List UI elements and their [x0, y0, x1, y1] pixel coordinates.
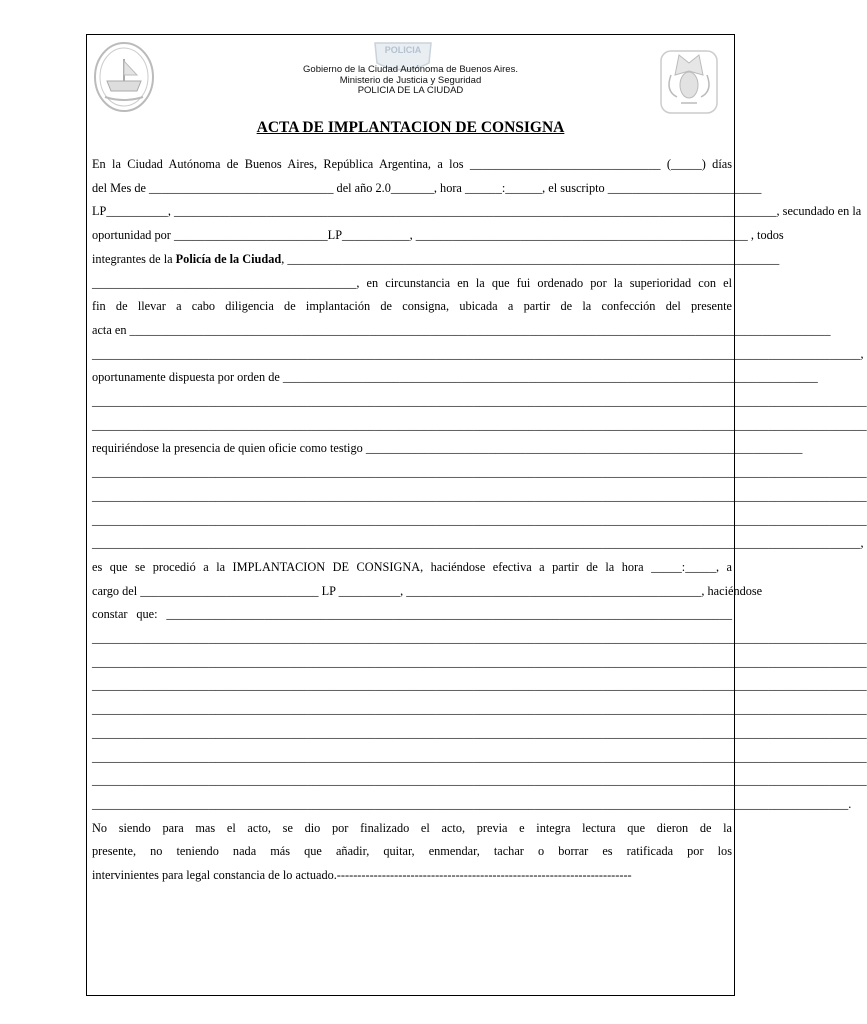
text-line: ___________________________________________________________________________________________________________________________. — [92, 796, 852, 811]
text-line: _____________________________________________________________________________________________________________________________, — [92, 536, 864, 551]
text-line: En la Ciudad Autónoma de Buenos Aires, República Argentina, a los _______________________________ (_____) días — [92, 157, 732, 171]
svg-text:POLICIA: POLICIA — [384, 45, 422, 55]
text-line: ______________________________________________________________________________________________________________________________ — [92, 631, 867, 646]
text-line: No siendo para mas el acto, se dio por finalizado el acto, previa e integra lectura que dieron de la — [92, 820, 732, 835]
text-line: constar que: ____________________________________________________________________________________________ — [92, 607, 732, 622]
text-line: ______________________________________________________________________________________________________________________________ — [92, 465, 867, 480]
text-line: ______________________________________________________________________________________________________________________________ — [92, 654, 867, 669]
text-line: del Mes de ______________________________ del año 2.0_______, hora ______:______, el suscripto _________________________ — [92, 180, 762, 195]
text-line: cargo del _____________________________ LP __________, ________________________________________________, haciéndose — [92, 583, 763, 598]
text-line: ______________________________________________________________________________________________________________________________ — [92, 725, 867, 740]
text-line: _____________________________________________________________________________________________________________________________, — [92, 346, 864, 361]
text-line: presente, no teniendo nada más que añadir, quitar, enmendar, tachar o borrar es ratificada por los — [92, 844, 732, 859]
document-page — [86, 34, 867, 996]
text-line: intervinientes para legal constancia de lo actuado.------------------------------------------------------------------------ — [92, 868, 632, 883]
text-line: ___________________________________________, en circunstancia en la que fui ordenado por la superioridad con el — [92, 275, 732, 290]
header-government: Gobierno de la Ciudad Autónoma de Buenos Aires. — [303, 64, 518, 75]
document-header — [87, 65, 734, 97]
text-line: acta en __________________________________________________________________________________________________________________ — [92, 322, 831, 337]
text-line: ______________________________________________________________________________________________________________________________ — [92, 512, 867, 527]
text-line: ______________________________________________________________________________________________________________________________ — [92, 773, 867, 788]
document-body — [92, 153, 867, 888]
document-title: ACTA DE IMPLANTACION DE CONSIGNA — [256, 119, 565, 136]
text-line: ______________________________________________________________________________________________________________________________ — [92, 488, 867, 503]
text-line: fin de llevar a cabo diligencia de implantación de consigna, ubicada a partir de la confección del presente — [92, 299, 732, 314]
text-line: oportunidad por _________________________LP___________, ______________________________________________________ , todos — [92, 228, 784, 243]
text-line: ______________________________________________________________________________________________________________________________ — [92, 678, 867, 693]
text-line: requiriéndose la presencia de quien oficie como testigo _______________________________________________________________________ — [92, 441, 803, 456]
text-line: integrantes de la Policía de la Ciudad, ________________________________________________________________________________ — [92, 251, 780, 266]
text-line: ______________________________________________________________________________________________________________________________ — [92, 749, 867, 764]
text-line: ______________________________________________________________________________________________________________________________ — [92, 702, 867, 717]
text-line: LP__________, __________________________________________________________________________________________________, secundado en la — [92, 204, 862, 219]
text-line: ______________________________________________________________________________________________________________________________ — [92, 417, 867, 432]
text-line: oportunamente dispuesta por orden de _______________________________________________________________________________________ — [92, 370, 818, 385]
text-line: ______________________________________________________________________________________________________________________________ — [92, 394, 867, 409]
header-ministry: Ministerio de Justicia y Seguridad — [339, 74, 482, 86]
header-police: POLICIA DE LA CIUDAD — [357, 85, 464, 96]
bold-text: Policía de la Ciudad — [175, 251, 282, 266]
text-line: es que se procedió a la IMPLANTACION DE CONSIGNA, haciéndose efectiva a partir de la hora _____:_____, a — [92, 559, 732, 574]
